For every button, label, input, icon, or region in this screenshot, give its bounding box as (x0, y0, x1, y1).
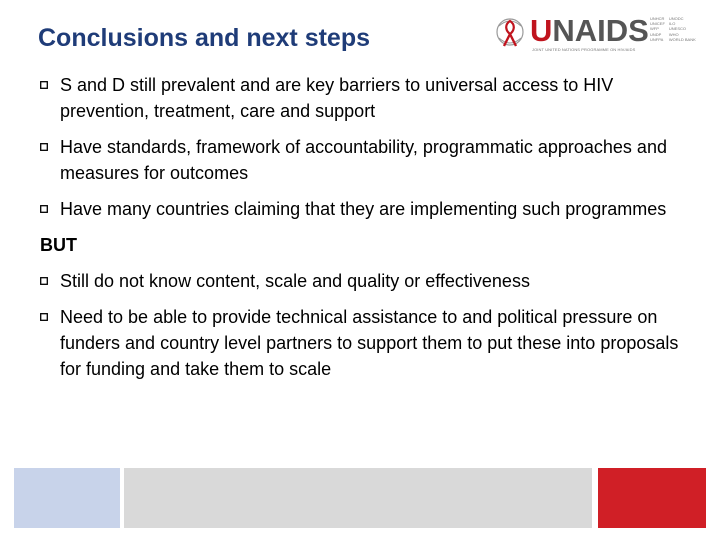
cosponsor: UNFPA (650, 36, 664, 42)
logo-wordmark-rest: NAIDS (552, 13, 649, 48)
footer-block-red (598, 468, 706, 528)
red-ribbon-un-emblem-icon (494, 16, 526, 50)
bullet-item (40, 268, 680, 294)
cosponsor: ILO (668, 21, 676, 27)
bullet-text: Need to be able to provide technical assistance to and political pressure on funders and country level partners to support them to put these into proposals for funding and take them to scale (60, 307, 679, 379)
logo-wordmark (530, 14, 649, 48)
slide-body (40, 72, 680, 392)
cosponsor: WHO (668, 31, 679, 37)
bullet-text: Still do not know content, scale and quality or effectiveness (60, 271, 530, 291)
cosponsor: UNICEF (650, 21, 665, 27)
unaids-logo (494, 14, 708, 54)
square-bullet-icon (40, 81, 48, 89)
bullet-text: Have many countries claiming that they are implementing such programmes (60, 199, 667, 219)
cosponsor: WORLD BANK (668, 36, 696, 42)
cosponsor: WFP (650, 26, 659, 32)
square-bullet-icon (40, 313, 48, 321)
square-bullet-icon (40, 205, 48, 213)
cosponsor: UNESCO (668, 26, 687, 32)
cosponsor-column-2 (669, 16, 696, 52)
page-title: Conclusions and next steps (38, 24, 371, 52)
logo-tagline: JOINT UNITED NATIONS PROGRAMME ON HIV/AIDS (532, 47, 636, 52)
square-bullet-icon (40, 143, 48, 151)
bullet-text: Have standards, framework of accountability, programmatic approaches and measures for outcomes (60, 137, 667, 183)
logo-wordmark-u: U (530, 13, 553, 48)
bullet-item (40, 72, 680, 124)
cosponsor-column-1 (650, 16, 665, 52)
cosponsor: UNODC (668, 16, 684, 21)
bullet-text: S and D still prevalent and are key barriers to universal access to HIV prevention, treatment, care and support (60, 75, 614, 121)
cosponsor: UNDP (650, 31, 662, 37)
logo-cosponsors (650, 16, 710, 52)
bullet-item (40, 304, 680, 382)
square-bullet-icon (40, 277, 48, 285)
footer-block-gray (124, 468, 592, 528)
bullet-item (40, 134, 680, 186)
but-heading: BUT (40, 235, 77, 255)
cosponsor: UNHCR (650, 16, 665, 21)
footer-block-blue (14, 468, 120, 528)
bullet-item (40, 196, 680, 222)
